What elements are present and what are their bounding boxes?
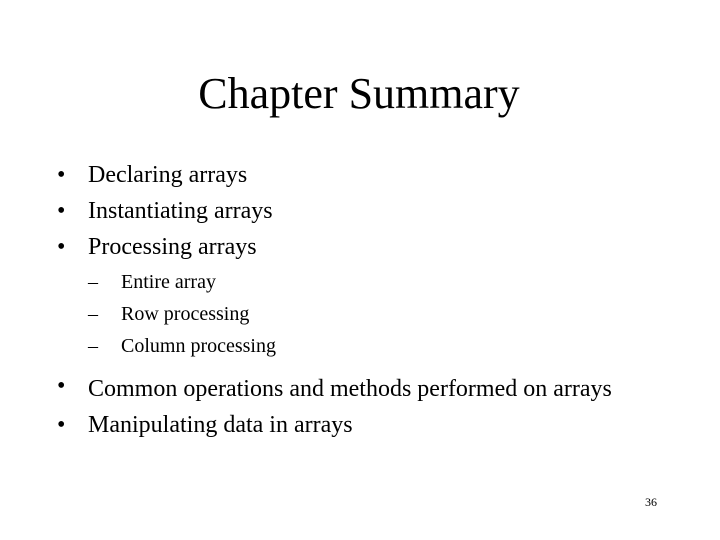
bullet-item: [57, 371, 657, 407]
bullet-item: [57, 157, 657, 193]
bullet-text: Common operations and methods performed on arrays: [88, 376, 612, 402]
bullet-glyph: •: [57, 373, 66, 399]
sub-bullet-glyph: –: [88, 335, 98, 357]
bullet-glyph: •: [57, 412, 66, 438]
bullet-glyph: •: [57, 234, 66, 260]
sub-bullet-glyph: –: [88, 271, 98, 293]
bullet-text: Processing arrays: [88, 234, 257, 260]
sub-bullet-text: Entire array: [121, 271, 216, 293]
bullet-item: [57, 229, 657, 362]
bullet-item: [57, 193, 657, 229]
bullet-text: Manipulating data in arrays: [88, 412, 353, 438]
sub-bullet-glyph: –: [88, 303, 98, 325]
sub-bullet-item: [88, 298, 657, 330]
slide-title: Chapter Summary: [198, 69, 520, 118]
sub-bullet-item: [88, 330, 657, 362]
bullet-text: Declaring arrays: [88, 162, 248, 188]
bullet-text: Instantiating arrays: [88, 198, 273, 224]
bullet-glyph: •: [57, 198, 66, 224]
sub-bullet-text: Column processing: [121, 335, 276, 357]
bullet-list: [57, 157, 657, 443]
page-number: 36: [645, 495, 657, 509]
sub-bullet-text: Row processing: [121, 303, 250, 325]
bullet-glyph: •: [57, 162, 66, 188]
sub-bullet-list: [88, 266, 657, 362]
bullet-item: [57, 407, 657, 443]
sub-bullet-item: [88, 266, 657, 298]
